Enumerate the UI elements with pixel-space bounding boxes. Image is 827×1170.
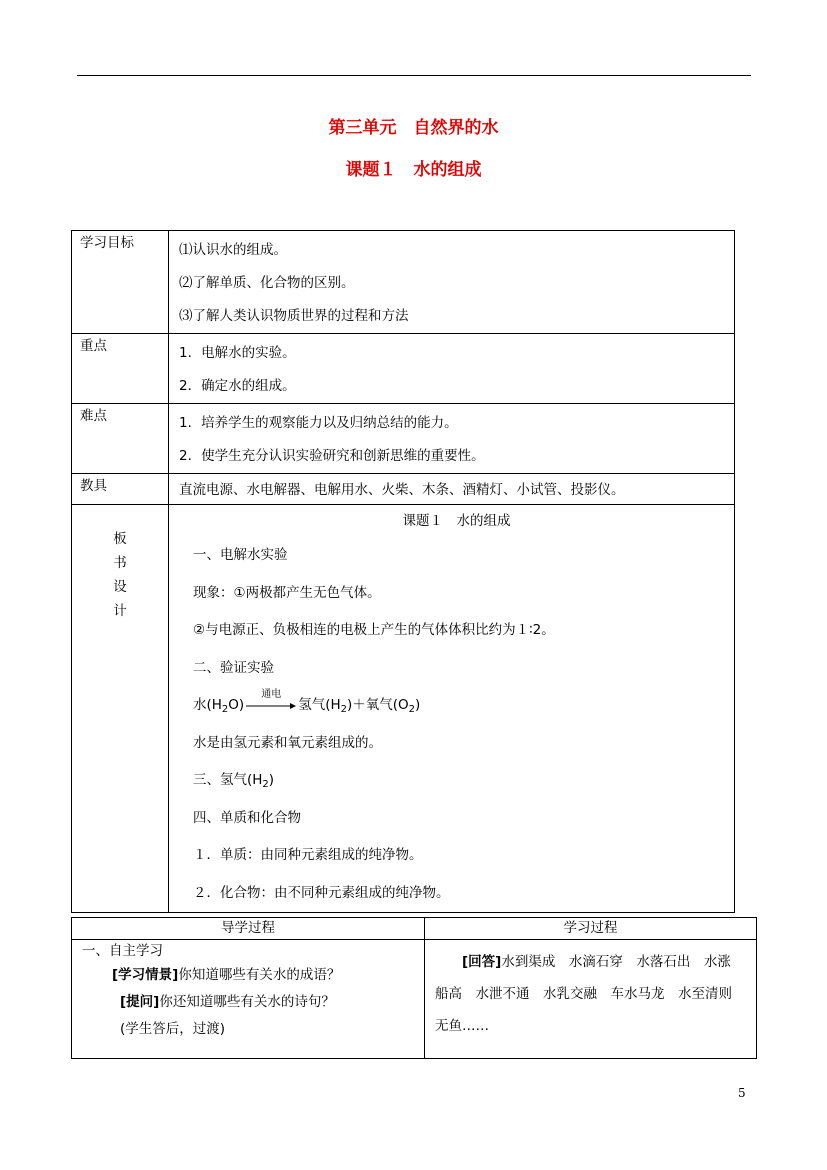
process-body-row bbox=[72, 940, 757, 1059]
key-point-item: 1．电解水的实验。 bbox=[179, 345, 296, 361]
guide-note: (学生答后，过渡) bbox=[120, 1021, 226, 1037]
question-2-text: 你还知道哪些有关水的诗句？ bbox=[159, 994, 335, 1010]
board-heading: 课题１ 水的组成 bbox=[402, 513, 511, 529]
difficulty-item: 1．培养学生的观察能力以及归纳总结的能力。 bbox=[179, 415, 458, 431]
lesson-plan-table bbox=[71, 230, 735, 913]
section-3-text: 三、氢气(H bbox=[193, 772, 263, 788]
board-label-char: 板 bbox=[113, 531, 127, 547]
learn-column-header: 学习过程 bbox=[425, 918, 757, 940]
question-tag: [提问] bbox=[120, 994, 160, 1010]
section-3-subscript: 2 bbox=[262, 779, 269, 790]
objective-item: ⑵了解单质、化合物的区别。 bbox=[179, 275, 355, 291]
key-point-item: 2．确定水的组成。 bbox=[179, 378, 296, 394]
difficulties-label: 难点 bbox=[72, 404, 169, 474]
key-points-label: 重点 bbox=[72, 334, 169, 404]
board-section-2: 二、验证实验 bbox=[193, 659, 274, 676]
materials-text: 直流电源、水电解器、电解用水、火柴、木条、酒精灯、小试管、投影仪。 bbox=[179, 482, 625, 498]
process-table bbox=[71, 917, 757, 1059]
materials-row bbox=[72, 474, 735, 505]
board-observation-2: ②与电源正、负极相连的电极上产生的气体体积比约为１∶2。 bbox=[193, 622, 555, 638]
key-points-row bbox=[72, 334, 735, 404]
board-section-3 bbox=[193, 762, 734, 800]
guide-section: 一、自主学习 bbox=[82, 943, 163, 959]
process-header-row bbox=[72, 918, 757, 940]
guide-question-2 bbox=[82, 989, 424, 1016]
difficulties-row bbox=[72, 404, 735, 474]
objectives-content bbox=[169, 231, 735, 334]
learn-content bbox=[425, 940, 757, 1059]
board-conclusion: 水是由氢元素和氧元素组成的。 bbox=[193, 734, 382, 751]
guide-column-header: 导学过程 bbox=[72, 918, 425, 940]
equation-oxygen: )＋氧气(O bbox=[347, 697, 409, 713]
equation-water-close: O) bbox=[228, 697, 245, 713]
objectives-label: 学习目标 bbox=[72, 231, 169, 334]
difficulty-item: 2．使学生充分认识实验研究和创新思维的重要性。 bbox=[179, 448, 485, 464]
board-design-row bbox=[72, 505, 735, 913]
board-observation-1: 现象：①两极都产生无色气体。 bbox=[193, 584, 381, 601]
unit-title: 第三单元 自然界的水 bbox=[328, 118, 499, 138]
guide-question-1 bbox=[82, 962, 424, 989]
header-rule bbox=[77, 75, 751, 76]
board-label-char: 计 bbox=[113, 603, 127, 619]
equation-subscript: 2 bbox=[408, 704, 416, 715]
board-label-char: 设 bbox=[113, 579, 127, 595]
page-number: 5 bbox=[738, 1086, 746, 1100]
section-3-close: ) bbox=[268, 772, 275, 788]
board-section-4: 四、单质和化合物 bbox=[193, 809, 301, 826]
board-definition-1: １．单质：由同种元素组成的纯净物。 bbox=[193, 847, 423, 863]
scenario-tag: [学习情景] bbox=[112, 967, 179, 983]
board-design-content bbox=[169, 505, 735, 913]
objective-item: ⑴认识水的组成。 bbox=[179, 242, 287, 258]
objectives-row bbox=[72, 231, 735, 334]
lesson-title: 课题１ 水的组成 bbox=[345, 160, 482, 180]
equation-hydrogen: 氢气(H bbox=[298, 697, 341, 713]
board-design-label bbox=[72, 505, 169, 913]
equation-subscript: 2 bbox=[221, 704, 229, 715]
question-1-text: 你知道哪些有关水的成语？ bbox=[178, 967, 341, 983]
equation-close: ) bbox=[415, 697, 421, 713]
board-section-1: 一、电解水实验 bbox=[193, 547, 288, 563]
equation-subscript: 2 bbox=[340, 704, 347, 715]
materials-label: 教具 bbox=[72, 474, 169, 505]
answer-text: 水到渠成 水滴石穿 水落石出 水涨船高 水泄不通 水乳交融 车水马龙 水至清则无鱼…… bbox=[435, 954, 732, 1034]
materials-content bbox=[169, 474, 735, 505]
objective-item: ⑶了解人类认识物质世界的过程和方法 bbox=[179, 308, 409, 324]
guide-content bbox=[72, 940, 425, 1059]
difficulties-content bbox=[169, 404, 735, 474]
board-definition-2: ２．化合物：由不同种元素组成的纯净物。 bbox=[193, 884, 450, 901]
reaction-condition: 通电 bbox=[261, 689, 282, 700]
board-label-char: 书 bbox=[113, 555, 127, 571]
electrolysis-equation bbox=[193, 687, 734, 725]
answer-tag: [回答] bbox=[462, 954, 502, 970]
equation-water: 水(H bbox=[193, 697, 222, 713]
reaction-arrow-icon bbox=[246, 689, 296, 713]
key-points-content bbox=[169, 334, 735, 404]
